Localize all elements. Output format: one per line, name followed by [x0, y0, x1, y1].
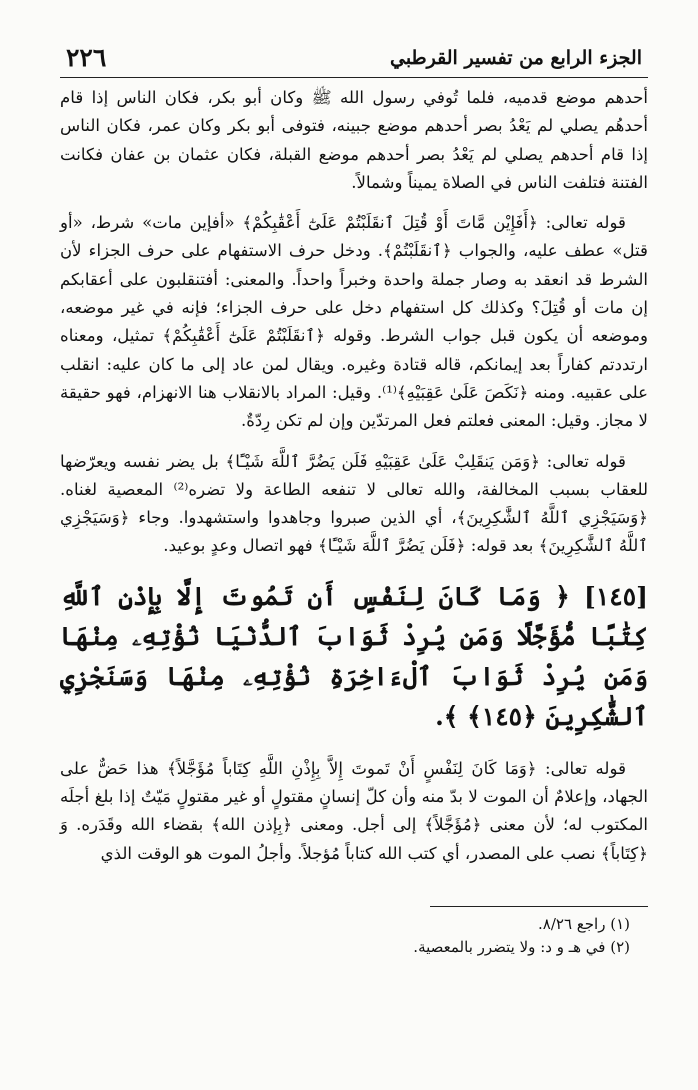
- page-number: ٢٢٦: [66, 43, 107, 72]
- paragraph-continuation: أحدهم موضع قدميه، فلما تُوفي رسول الله ﷺ وكان أبو بكر، فكان الناس إذا قام أحدهُم يصلي لم يَعْدُ بصر أحدهم موضع جبينه، فتوفى أبو بكر وكان عمر، فكان الناس إذا قام أحدهم يصلي لم يَعْدُ بصر أحدهم موضع القبلة، فكان عثمان بن عفان فكانت الفتنة فتلفت الناس في الصلاة يميناً وشمالاً.: [60, 88, 648, 192]
- paragraph-commentary-2: قوله تعالى: ﴿وَمَن يَنقَلِبْ عَلَىٰ عَقِبَيْهِ فَلَن يَضُرَّ ٱللَّهَ شَيْـًٔا﴾ بل يضر نفسه ويعرّضها للعقاب بسبب المخالفة، والله تعالى لا تنفعه الطاعة ولا تضره⁽²⁾ المعصية لغناه. ﴿وَسَيَجْزِي ٱللَّهُ ٱلشَّٰكِرِينَ﴾، أي الذين صبروا وجاهدوا واستشهدوا. وجاء ﴿وَسَيَجْزِي ٱللَّهُ ٱلشَّٰكِرِينَ﴾ بعد قوله: ﴿فَلَن يَضُرَّ ٱللَّهَ شَيْـًٔا﴾ فهو اتصال وعدٍ بوعيد.: [60, 451, 648, 556]
- paragraph-commentary-1: قوله تعالى: ﴿أَفَإِيْن مَّاتَ أَوْ قُتِلَ ٱنقَلَبْتُمْ عَلَىٰٓ أَعْقَٰبِكُمْ﴾ «أفإين مات» شرط، «أو قتل» عطف عليه، والجواب ﴿ٱنقَلَبْتُمْ﴾. ودخل حرف الاستفهام على حرف الجزاء لأن الشرط قد انعقد به وصار جملة واحدة وخبراً واحداً. والمعنى: أفتنقلبون على أعقابكم إن مات أو قُتِلَ؟ وكذلك كل استفهام دخل على حرف الجزاء؛ فإنه في غير موضعه، وموضعه أن يكون قبل جواب الشرط. وقوله ﴿ٱنقَلَبْتُمْ عَلَىٰٓ أَعْقَٰبِكُمْ﴾ تمثيل، ومعناه ارتددتم كفاراً بعد إيمانكم، قاله قتادة وغيره. ويقال لمن عاد إلى ما كان عليه: انقلب على عقبيه. ومنه ﴿نَكَصَ عَلَىٰ عَقِبَيْهِ﴾⁽¹⁾. وقيل: المراد بالانقلاب هنا الانهزام، فهو حقيقة لا مجاز. وقيل: المعنى فعلتم فعل المرتدّين وإن لم تكن رِدّةٌ.: [60, 213, 649, 431]
- quran-verse-145: [١٤٥] ﴿ وَمَا كَانَ لِنَفْسٍ أَن تَمُوتَ إِلَّا بِإِذْنِ ٱللَّهِ كِتَٰبًا مُّؤَجَّلًا وَمَن يُرِدْ ثَوَابَ ٱلدُّنْيَا نُؤْتِهِۦ مِنْهَا وَمَن يُرِدْ ثَوَابَ ٱلْءَاخِرَةِ نُؤْتِهِۦ مِنْهَا وَسَنَجْزِي ٱلشَّٰكِرِينَ ﴿١٤٥﴾ ﴾.: [60, 581, 648, 731]
- footnote-2: (٢) في هـ و د: ولا يتضرر بالمعصية.: [413, 937, 630, 956]
- page-body: [60, 84, 648, 868]
- running-title: الجزء الرابع من تفسير القرطبي: [389, 47, 642, 69]
- paragraph-commentary-3: قوله تعالى: ﴿وَمَا كَانَ لِنَفْسٍ أَنْ تَموتَ إِلاَّ بِإِذْنِ اللَّهِ كِتَاباً مُؤَجَّلاً﴾ هذا حَضٌّ على الجهاد، وإعلامٌ أن الموت لا بدّ منه وأن كلّ إنسانٍ مقتولٍ أو غير مقتولٍ مَيّتٌ إذا بلغ أجلَه المكتوب له؛ لأن معنى ﴿مُؤَجَّلاً﴾ إلى أجل. ومعنى ﴿بِإذن الله﴾ بقضاء الله وقَدَره. وَ ﴿كِتَاباً﴾ نصب على المصدر، أي كتب الله كتاباً مُؤجلاً. وأجلُ الموت هو الوقت الذي: [60, 758, 648, 863]
- page-header: [60, 44, 648, 78]
- footnote-1: (١) راجع ٨/٢٦.: [538, 914, 630, 933]
- footnote-divider: [430, 906, 648, 907]
- footnotes: [60, 906, 648, 959]
